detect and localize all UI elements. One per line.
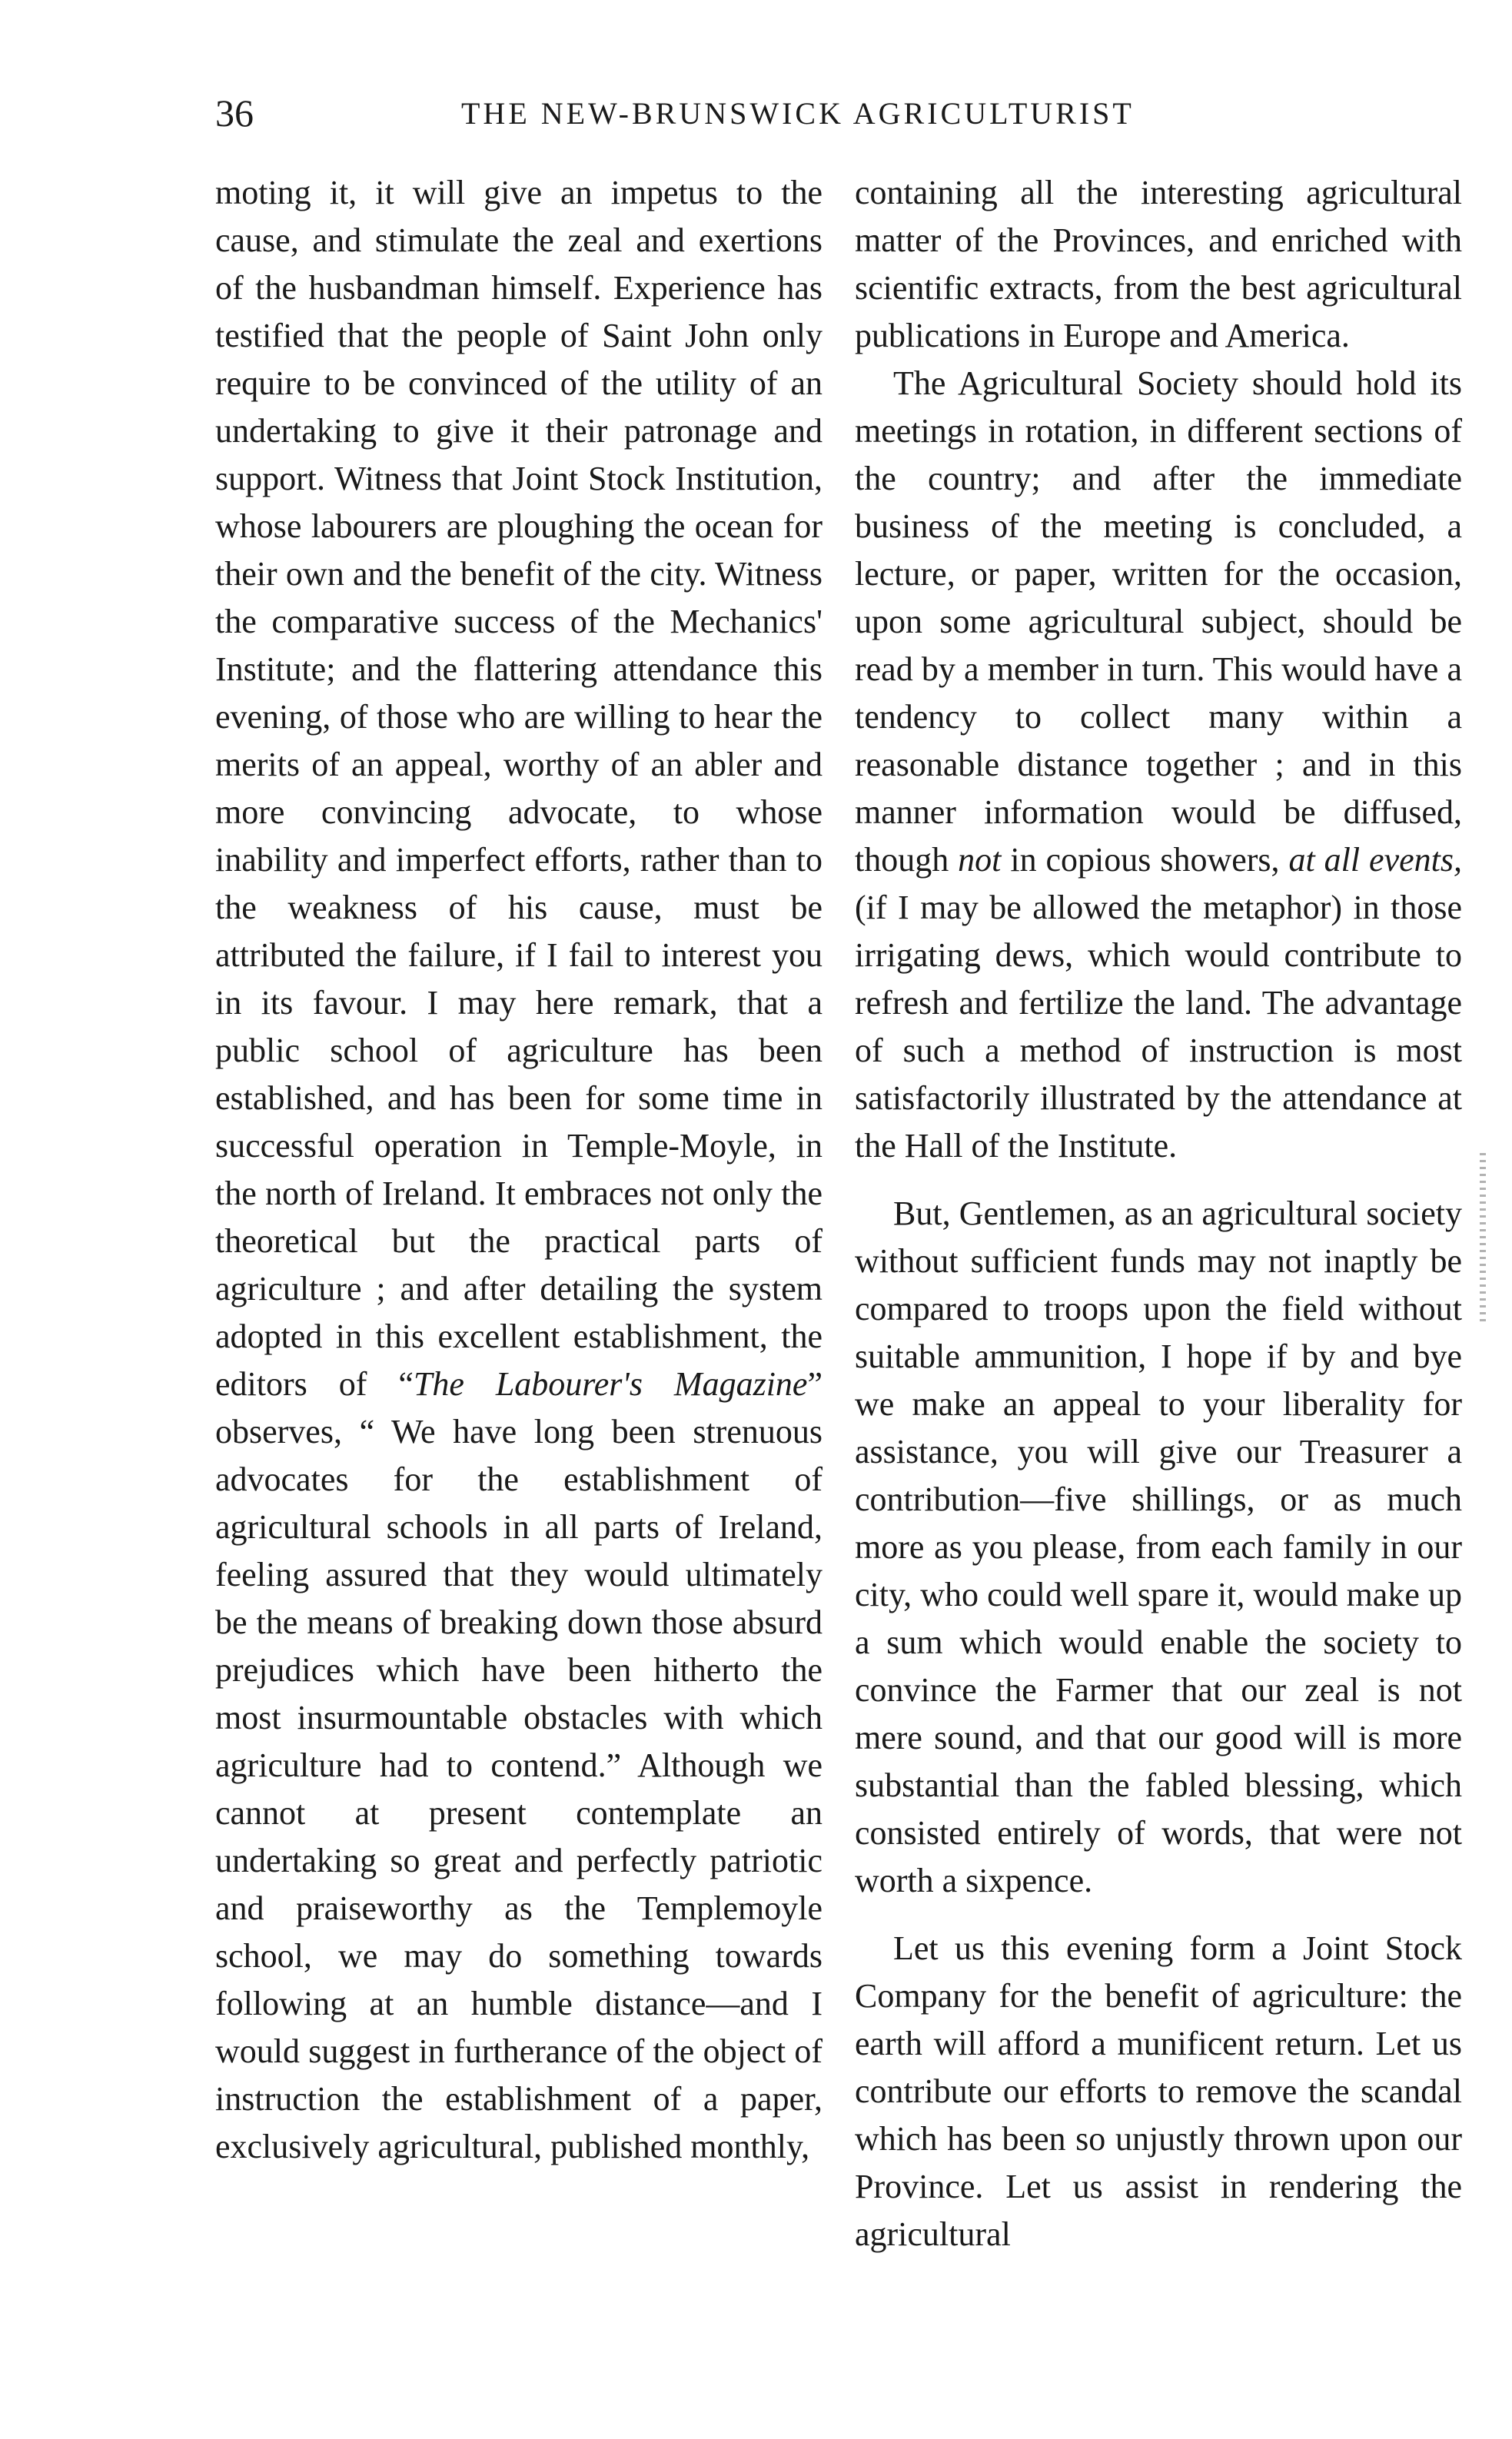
text-run: (if I may be allowed the metaphor) in those irrigating dews, which would contribute to refresh and fertilize the land. The advantage of such a method of instruction is most satisfactorily illustrated by the attendance at the Hall of the Institute. bbox=[855, 889, 1462, 1165]
scan-edge-artifact bbox=[1480, 1153, 1486, 1322]
running-title: THE NEW-BRUNSWICK AGRICULTURIST bbox=[461, 96, 1135, 131]
paragraph bbox=[855, 360, 1462, 1170]
text-run: The Agricultural Society should hold its meetings in rotation, in different sections of the country; and after the immediate business of the meeting is concluded, a lecture, or paper, written for the occasion, upon some agricultural subject, should be read by a member in turn. This would have a tendency to collect many within a reasonable distance together ; and in this manner information would be diffused, though bbox=[855, 364, 1462, 879]
left-column bbox=[215, 169, 822, 2171]
page-number: 36 bbox=[215, 91, 254, 135]
italic-emphasis: at all events, bbox=[1288, 841, 1462, 879]
italic-title: The Labourer's Magazine bbox=[413, 1365, 808, 1403]
paragraph: But, Gentlemen, as an agricultural society without sufficient funds may not inaptly be compared to troops upon the field without suitable ammunition, I hope if by and bye we make an appeal to your liberality for assistance, you will give our Treasurer a contribution—five shillings, or as much more as you please, from each family in our city, who could well spare it, would make up a sum which would enable the society to convince the Farmer that our zeal is not mere sound, and that our good will is more substantial than the fabled blessing, which consisted entirely of words, that were not worth a sixpence. bbox=[855, 1195, 1462, 1899]
paragraph: containing all the interesting agricultural matter of the Provinces, and enriched with scientific extracts, from the best agricultural publications in Europe and America. bbox=[855, 174, 1462, 354]
paragraph bbox=[215, 169, 822, 2171]
page-header bbox=[215, 91, 1468, 145]
text-run: moting it, it will give an impetus to the cause, and stimulate the zeal and exertions of the husbandman himself. Experience has testified that the people of Saint John only require to be convinced of the utility of an undertaking to give it their patronage and support. Witness that Joint Stock Institution, whose labourers are ploughing the ocean for their own and the benefit of the city. Witness the comparative success of the Mechanics' Institute; and the flattering attendance this evening, of those who are willing to hear the merits of an appeal, worthy of an abler and more convincing advocate, to whose inability and imperfect efforts, rather than to the weakness of his cause, must be attributed the failure, if I fail to interest you in its favour. I may here remark, that a public school of agriculture has been established, and has been for some time in successful operation in Temple-Moyle, in the north of Ireland. It embraces not only the theoretical but the practical parts of agriculture ; and after detailing the system adopted in this excellent establishment, the editors of “ bbox=[215, 174, 822, 1403]
paragraph: Let us this evening form a Joint Stock Company for the benefit of agriculture: the earth will afford a munificent return. Let us contribute our efforts to remove the scandal which has been so unjustly thrown upon our Province. Let us assist in rendering the agricultural bbox=[855, 1929, 1462, 2253]
italic-emphasis: not bbox=[958, 841, 1002, 879]
right-column bbox=[855, 169, 1462, 2258]
text-run: ” observes, “ We have long been strenuous advocates for the establishment of agricultural schools in all parts of Ireland, feeling assured that they would ultimately be the means of breaking down those absurd prejudices which have been hitherto the most insurmountable obstacles with which agriculture had to contend.” Although we cannot at present contemplate an undertaking so great and perfectly patriotic and praiseworthy as the Templemoyle school, we may do something towards following at an humble distance—and I would suggest in furtherance of the object of instruction the establishment of a paper, exclusively agricultural, published monthly, bbox=[215, 1365, 822, 2165]
text-run: in copious showers, bbox=[1001, 841, 1289, 879]
